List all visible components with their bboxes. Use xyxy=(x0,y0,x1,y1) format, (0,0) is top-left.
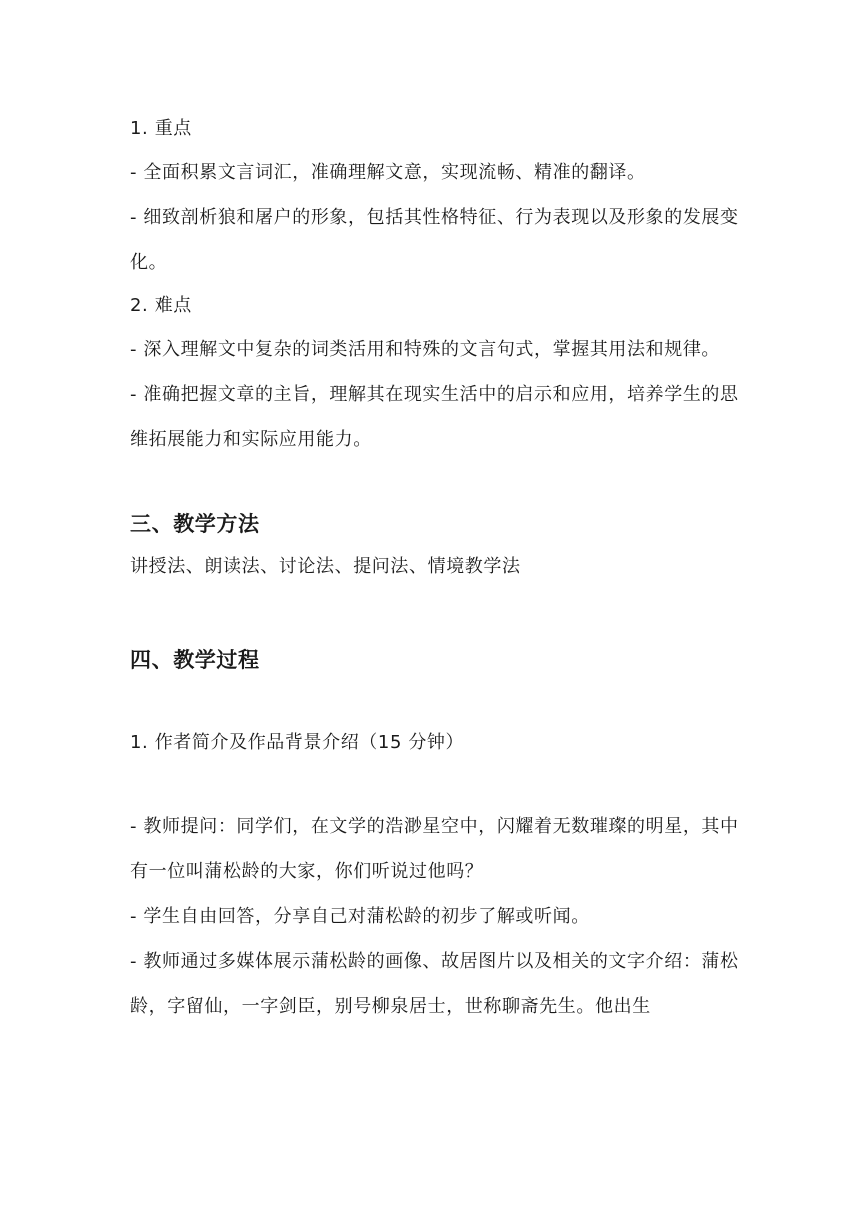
process-heading: 四、教学过程 xyxy=(130,648,260,672)
difficulty-item-1: - 深入理解文中复杂的词类活用和特殊的文言句式，掌握其用法和规律。 xyxy=(130,339,721,360)
difficulty-title: 2. 难点 xyxy=(130,295,192,316)
methods-heading: 三、教学方法 xyxy=(130,512,260,536)
spacer xyxy=(130,462,740,502)
spacer xyxy=(130,764,740,804)
focus-item-2: - 细致剖析狼和屠户的形象，包括其性格特征、行为表现以及形象的发展变化。 xyxy=(130,207,739,273)
process-item-3: - 教师通过多媒体展示蒲松龄的画像、故居图片以及相关的文字介绍：蒲松龄，字留仙，一字剑臣，别号柳泉居士，世称聊斋先生。他出生 xyxy=(130,951,739,1017)
focus-item-1: - 全面积累文言词汇，准确理解文意，实现流畅、精准的翻译。 xyxy=(130,162,646,183)
difficulty-item-2: - 准确把握文章的主旨，理解其在现实生活中的启示和应用，培养学生的思维拓展能力和实际应用能力。 xyxy=(130,384,739,450)
process-item-1: - 教师提问：同学们，在文学的浩渺星空中，闪耀着无数璀璨的明星，其中有一位叫蒲松龄的大家，你们听说过他吗？ xyxy=(130,816,739,882)
process-item-2: - 学生自由回答，分享自己对蒲松龄的初步了解或听闻。 xyxy=(130,906,590,927)
document-page xyxy=(130,108,740,1029)
methods-text: 讲授法、朗读法、讨论法、提问法、情境教学法 xyxy=(130,556,521,577)
focus-title: 1. 重点 xyxy=(130,118,192,139)
process-step1-title: 1. 作者简介及作品背景介绍（15 分钟） xyxy=(130,732,465,753)
spacer xyxy=(130,682,740,722)
spacer xyxy=(130,588,740,638)
